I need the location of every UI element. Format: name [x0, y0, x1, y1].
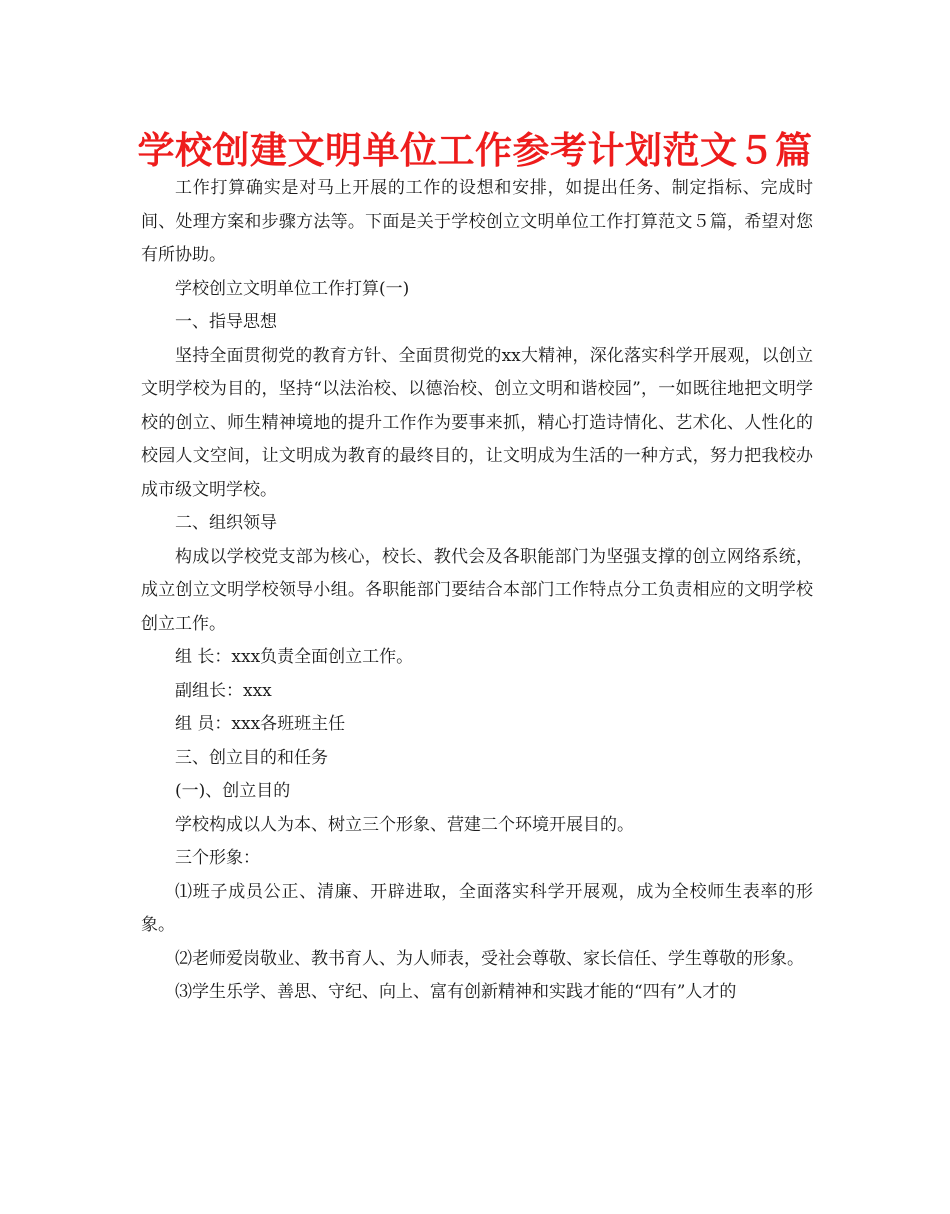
list-item: ⑶学生乐学、善思、守纪、向上、富有创新精神和实践才能的“四有”人才的: [175, 982, 737, 1002]
body-paragraph: 学校构成以人为本、树立三个形象、营建二个环境开展目的。: [175, 814, 634, 835]
section-heading: 二、组织领导: [175, 513, 277, 533]
team-members-line: 组 员：xxx各班班主任: [175, 714, 346, 734]
section-heading: 一、指导思想: [175, 312, 277, 332]
intro-paragraph: 工作打算确实是对马上开展的工作的设想和安排，如提出任务、制定指标、完成时间、处理方案和步骤方法等。下面是关于学校创立文明单位工作打算范文５篇，希望对您有所协助。: [141, 178, 813, 265]
document-body: [141, 172, 813, 1010]
subsection-heading: (一)、创立目的: [175, 781, 291, 801]
list-heading: 三个形象：: [175, 848, 260, 868]
plan-heading: 学校创立文明单位工作打算(一): [175, 278, 410, 299]
list-item: ⑴班子成员公正、清廉、开辟进取，全面落实科学开展观，成为全校师生表率的形象。: [141, 881, 813, 935]
body-paragraph: 坚持全面贯彻党的教育方针、全面贯彻党的xx大精神，深化落实科学开展观，以创立文明学校为目的，坚持“以法治校、以德治校、创立文明和谐校园”，一如既往地把文明学校的创立、师生精神境地的提升工作作为要事来抓，精心打造诗情化、艺术化、人性化的校园人文空间，让文明成为教育的最终目的，让文明成为生活的一种方式，努力把我校办成市级文明学校。: [141, 345, 813, 500]
document-title: 学校创建文明单位工作参考计划范文５篇: [137, 129, 813, 172]
deputy-leader-line: 副组长：xxx: [175, 680, 272, 701]
body-paragraph: 构成以学校党支部为核心，校长、教代会及各职能部门为坚强支撑的创立网络系统，成立创立文明学校领导小组。各职能部门要结合本部门工作特点分工负责相应的文明学校创立工作。: [141, 546, 813, 634]
list-item: ⑵老师爱岗敬业、教书育人、为人师表，受社会尊敬、家长信任、学生尊敬的形象。: [175, 948, 804, 969]
section-heading: 三、创立目的和任务: [175, 747, 328, 768]
team-leader-line: 组 长：xxx负责全面创立工作。: [175, 647, 414, 667]
